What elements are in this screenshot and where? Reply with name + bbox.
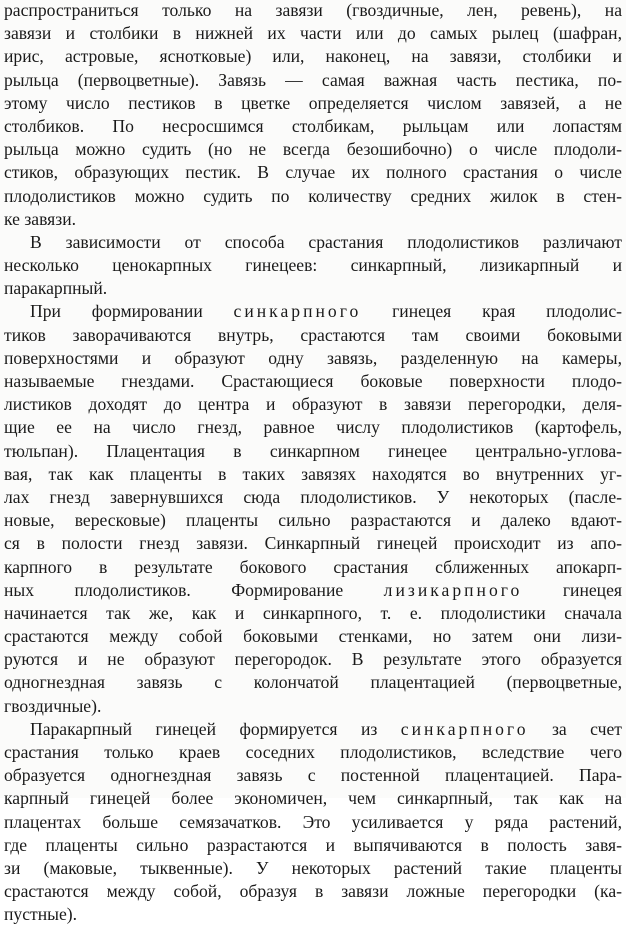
text-line: Паракарпный гинецей формируется из синкарпного за счет bbox=[30, 718, 622, 739]
text-line: В зависимости от способа срастания плодолистиков различают bbox=[30, 231, 622, 252]
text-line: срастаются между собой, образуя в завязи ложные перегородки (ка- bbox=[4, 881, 622, 902]
text-line: гвоздичные). bbox=[4, 695, 102, 716]
text-line: одногнездная завязь с колончатой плацентацией (первоцветные, bbox=[4, 672, 622, 693]
text-line: ных плодолистиков. Формирование лизикарпного гинецея bbox=[4, 579, 622, 600]
text-line: тиков заворачиваются внутрь, срастаются там своими боковыми bbox=[4, 324, 622, 345]
text-line: распространиться только на завязи (гвоздичные, лен, ревень), на bbox=[4, 0, 622, 20]
text-line: завязи и столбики в нижней их части или до самых рылец (шафран, bbox=[4, 23, 622, 44]
spaced-term: лизикарпного bbox=[383, 579, 523, 600]
text-line: несколько ценокарпных гинецеев: синкарпный, лизикарпный и bbox=[4, 255, 622, 276]
text-line: начинается так же, как и синкарпного, т. е. плодолистики сначала bbox=[4, 602, 622, 623]
text-line: карпного в результате бокового срастания сближенных апокарп- bbox=[4, 556, 622, 577]
body-text bbox=[4, 0, 622, 927]
text-line: поверхностями и образуют одну завязь, разделенную на камеры, bbox=[4, 347, 622, 368]
text-line: карпный гинецей более экономичен, чем синкарпный, так как на bbox=[4, 788, 622, 809]
text-line: плодолистиков можно судить по количеству средних жилок в стен- bbox=[4, 185, 622, 206]
text-line: этому число пестиков в цветке определяется числом завязей, а не bbox=[4, 92, 622, 113]
text-line: При формировании синкарпного гинецея края плодолис- bbox=[30, 301, 622, 322]
text-line: ся в полости гнезд завязи. Синкарпный гинецей происходит из апо- bbox=[4, 533, 622, 554]
text-line: стиков, образующих пестик. В случае их полного срастания о числе bbox=[4, 162, 622, 183]
text-line: руются и не образуют перегородок. В результате этого образуется bbox=[4, 649, 622, 670]
text-line: паракарпный. bbox=[4, 278, 108, 299]
text-line: щие ее на число гнезд, равное числу плодолистиков (картофель, bbox=[4, 417, 622, 438]
text-line: новые, вересковые) плаценты сильно разрастаются и далеко вдают- bbox=[4, 510, 622, 531]
text-line: где плаценты сильно разрастаются и выпячиваются в полость завя- bbox=[4, 834, 622, 855]
paragraph-3 bbox=[4, 300, 622, 717]
text-line: рыльца (первоцветные). Завязь — самая важная часть пестика, по- bbox=[4, 69, 622, 90]
text-line: ке завязи. bbox=[4, 208, 77, 229]
text-line: вая, так как плаценты в таких завязях находятся во внутренних уг- bbox=[4, 463, 622, 484]
paragraph-1 bbox=[4, 0, 622, 231]
text-line: образуется одногнездная завязь с постенной плацентацией. Пара- bbox=[4, 765, 622, 786]
spaced-term: синкарпного bbox=[233, 301, 362, 322]
text-line: зи (маковые, тыквенные). У некоторых растений такие плаценты bbox=[4, 857, 622, 878]
text-line: листиков доходят до центра и образуют в завязи перегородки, деля- bbox=[4, 394, 622, 415]
paragraph-2 bbox=[4, 231, 622, 301]
spaced-term: синкарпного bbox=[400, 718, 529, 739]
text-line: называемые гнездами. Срастающиеся боковые поверхности плодо- bbox=[4, 371, 622, 391]
text-line: пустные). bbox=[4, 904, 78, 925]
text-line: рыльца можно судить (но не всегда безошибочно) о числе плодоли- bbox=[4, 139, 622, 160]
paragraph-4 bbox=[4, 718, 622, 927]
text-line: лах гнезд завернувшихся сюда плодолистиков. У некоторых (пасле- bbox=[4, 486, 622, 507]
text-line: столбиков. По несросшимся столбикам, рыльцам или лопастям bbox=[4, 115, 622, 136]
text-line: срастания только краев соседних плодолистиков, вследствие чего bbox=[4, 742, 622, 762]
text-line: ирис, астровые, яснотковые) или, наконец, на завязи, столбики и bbox=[4, 46, 622, 67]
text-line: тюльпан). Плацентация в синкарпном гинецее центрально-углова- bbox=[4, 440, 622, 461]
text-line: срастаются между собой боковыми стенками, но затем они лизи- bbox=[4, 626, 622, 647]
text-line: плацентах больше семязачатков. Это усиливается у ряда растений, bbox=[4, 811, 622, 832]
